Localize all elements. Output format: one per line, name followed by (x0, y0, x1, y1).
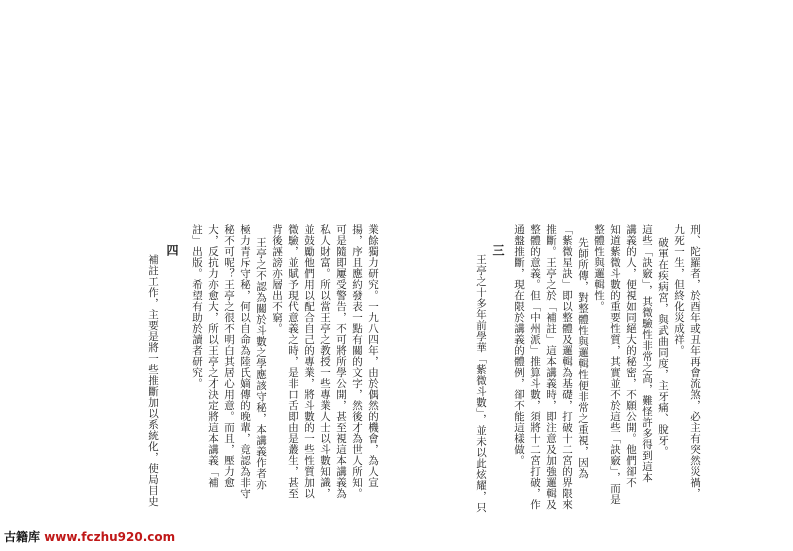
site-name-cn: 古籍库 (4, 530, 41, 544)
right-col-4: 這些「訣竅」，其微驗性非常之高，難怪許多得到這本 (641, 224, 653, 483)
right-col-7: 整體性與邏輯性。 (593, 224, 605, 312)
left-col-12: 註」出版。希望有助於讀者研究。 (191, 224, 203, 389)
right-col-11: 整體的意義。但「中州派」推算斗數，須將十二宮打破，作 (529, 224, 541, 510)
left-section-col-1: 補註工作，主要是將一些推斷加以系統化，使局目史 (147, 254, 159, 507)
left-col-2: 揚，序且應約發表一點有關的文字，然後才為世人所知。 (351, 224, 363, 499)
left-col-9: 極力青斥守秘，何以自命為陸氏嫡傳的晚輩，竟認為非守 (239, 224, 251, 499)
right-col-3: 破軍在疾病宮，與武曲同度，主牙痛、脫牙。 (657, 237, 669, 457)
left-col-11: 大，反抗力亦愈大，所以王亭之才決定將這本講義「補 (207, 224, 219, 488)
section-number-3: 三 (491, 244, 505, 256)
right-section-col-1: 王亭之十多年前學華「紫微斗數」，並未以此炫耀，只 (475, 254, 487, 513)
right-col-5: 講義的人，便視如同絕大的秘密，不願公開。他們卻不 (625, 224, 637, 488)
left-col-5: 並鼓勵他們用以配合自己的專業，將斗數的一些性質加以 (303, 224, 315, 499)
left-col-4: 私人財富。所以當王亭之教授一些專業人士以斗數知識， (319, 224, 331, 499)
left-col-6: 微驗，並賦予現代意義之時，是非口舌即由是叢生，甚至 (287, 224, 299, 499)
right-col-1: 刑、陀羅者，於酉年或丑年再會流煞，必主有突然災禍， (689, 224, 701, 499)
left-col-10: 秘不可呢？王亭之很不明白其居心用意。而且，壓力愈 (223, 224, 235, 488)
site-watermark (4, 528, 175, 545)
left-col-3: 可是隨即屢受警告，不可將所學公開，甚至視這本講義為 (335, 224, 347, 499)
left-col-7: 背後誣謗亦層出不窮。 (271, 224, 283, 334)
right-col-12: 通盤推斷，現在限於講義的體例，卻不能這樣做。 (513, 224, 525, 466)
right-col-10: 推斷。王亭之於「補註」這本講義時，即注意及加強邏輯及 (545, 224, 557, 510)
site-url: www.fczhu920.com (44, 530, 176, 544)
section-number-4: 四 (165, 244, 179, 256)
right-col-8: 先師所傳，對整體性與邏輯性便非常之重視，因為 (577, 237, 589, 479)
right-col-9: 「紫微星訣」即以整體及邏輯為基礎，打破十二宮的界限來 (561, 224, 573, 510)
right-col-6: 知道紫微斗數的重要性質，其實並不於這些「訣竅」，而是 (609, 224, 621, 505)
left-col-8: 王亭之不認為關於斗數之學應該守秘，本講義作者亦 (255, 237, 267, 490)
right-col-2: 九死一生，但終化災成祥。 (673, 224, 685, 356)
left-col-1: 業餘獨力研究。一九八四年，由於偶然的機會，為人宣 (367, 224, 379, 488)
